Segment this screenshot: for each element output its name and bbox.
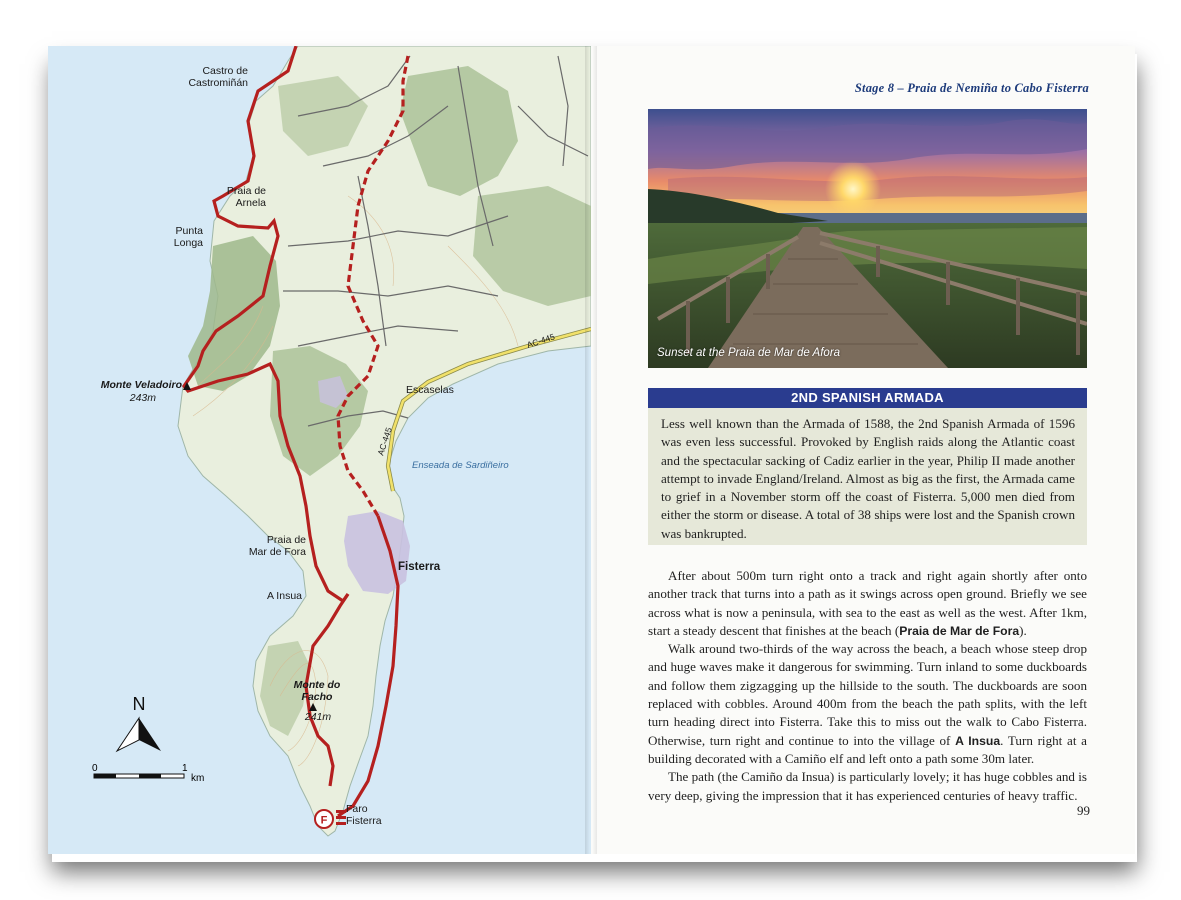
label-road-ac445: AC-445 (375, 426, 394, 457)
text-page (591, 46, 1135, 854)
label-escaselas: Escaselas (406, 384, 454, 396)
scale-unit: km (191, 773, 205, 784)
label-facho-height: 241m (304, 711, 332, 723)
bold-place: A Insua (955, 733, 1001, 748)
label-punta-longa: Longa (173, 237, 203, 249)
body-text (648, 567, 1087, 805)
photo-caption: Sunset at the Praia de Mar de Afora (657, 347, 841, 359)
label-monte-facho: Facho (301, 691, 333, 703)
map-page (48, 46, 591, 854)
paragraph: After about 500m turn right onto a track and right again shortly after onto another track that turns into a path as it swings across open ground. Briefly we see across what is now a peninsula, with sea to the east as well as the west. After 1km, start a steady descent that finishes at the beach (Praia de Mar de Fora). (648, 568, 1087, 638)
label-fisterra: Fisterra (398, 561, 441, 573)
armada-box-title: 2ND SPANISH ARMADA (648, 388, 1087, 408)
route-map (48, 46, 591, 854)
label-arnela: Arnela (235, 197, 266, 209)
north-arrow-icon (117, 694, 161, 751)
paragraph: Walk around two-thirds of the way across the beach, a beach whose steep drop and huge waves make it dangerous for swimming. Turn inland to some duckboards and follow them zigzagging up the hillside to the south. The duckboards are soon replaced with cobbles. Around 400m from the beach the path splits, with the left turn heading direct into Fisterra. Take this to miss out the walk to Cabo Fisterra. Otherwise, turn right and continue to into the village of A Insua. Turn right at a building decorated with a Camiño elf and left onto a path some 30m later. (648, 641, 1087, 766)
sunset-illustration (648, 109, 1087, 368)
label-faro: Fisterra (346, 815, 382, 827)
running-head: Stage 8 – Praia de Nemiña to Cabo Fisterra (854, 81, 1089, 95)
label-enseada: Enseada de Sardiñeiro (412, 460, 509, 471)
finish-marker-label: F (320, 814, 328, 827)
label-mar-de-fora: Mar de Fora (248, 546, 306, 558)
bold-place: Praia de Mar de Fora (899, 623, 1020, 638)
label-castro: Castromiñán (188, 77, 248, 89)
label-faro: Faro (346, 803, 368, 815)
book-gutter (585, 46, 597, 854)
label-punta-longa: Punta (175, 225, 203, 237)
page-number: 99 (1077, 803, 1090, 818)
label-road-ac445: AC-445 (525, 331, 557, 350)
label-monte-veladoiro: Monte Veladoiro (100, 379, 182, 391)
paragraph: The path (the Camiño da Insua) is particularly lovely; it has huge cobbles and is very deep, giving the impression that it has experienced centuries of heavy traffic. (648, 769, 1087, 803)
label-arnela: Praia de (226, 185, 266, 197)
sunset-photo (648, 109, 1087, 368)
label-castro: Castro de (202, 65, 248, 77)
label-monte-facho: Monte do (293, 679, 341, 691)
scale-one: 1 (182, 763, 188, 774)
north-label: N (132, 694, 146, 714)
finish-marker-icon (315, 810, 346, 828)
label-a-insua: A Insua (266, 590, 302, 602)
armada-box-text: Less well known than the Armada of 1588, the 2nd Spanish Armada of 1596 was even less successful. Provoked by English raids along the Atlantic coast and the spectacular sacking of Cadiz earlier in the year, Philip II made another attempt to invade England/Ireland. Almost as big as the first, the Armada came to grief in a November storm off the coast of Fisterra. 5,000 men died from either the storm or disease. A total of 38 ships were lost and the Spanish crown was bankrupted. (661, 416, 1075, 541)
label-veladoiro-height: 243m (129, 392, 156, 404)
scale-zero: 0 (92, 763, 98, 774)
label-mar-de-fora: Praia de (266, 534, 306, 546)
scale-bar (92, 763, 204, 784)
armada-box (648, 408, 1087, 545)
